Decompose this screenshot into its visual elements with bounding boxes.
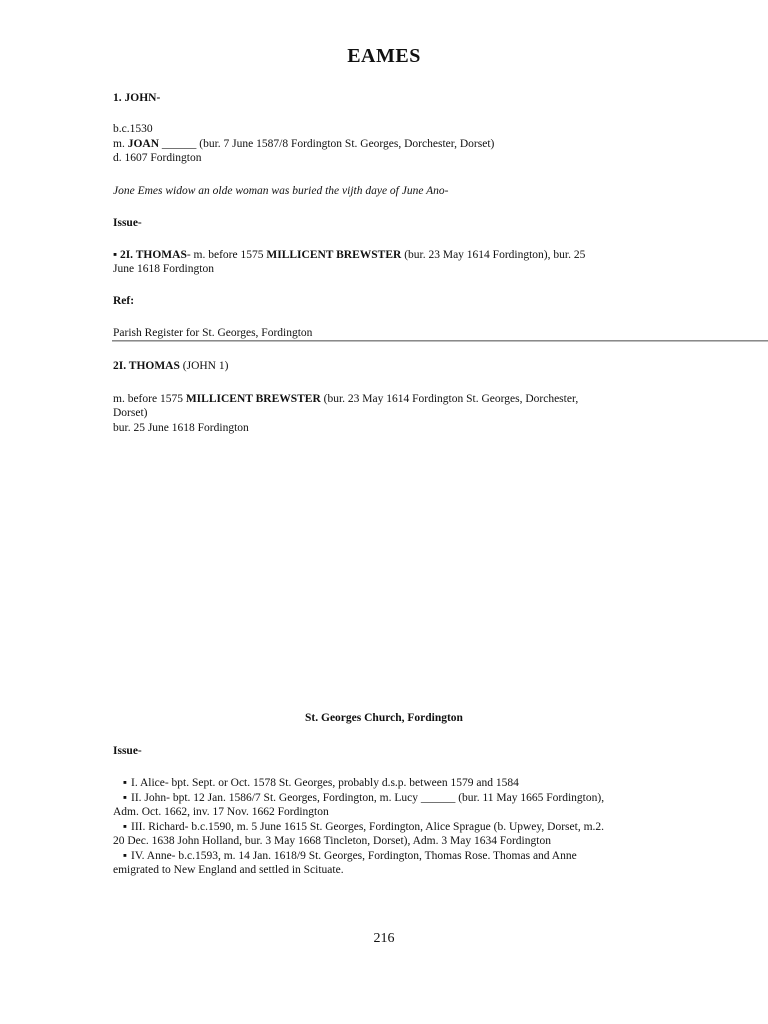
section1-heading: 1. JOHN-: [113, 92, 161, 104]
married-prefix: m. before 1575: [113, 393, 186, 405]
church-image-placeholder: [113, 445, 653, 700]
spouse-name: MILLICENT BREWSTER: [266, 249, 402, 261]
image-caption: St. Georges Church, Fordington: [305, 712, 463, 724]
page-number: 216: [373, 931, 395, 946]
page-title: EAMES: [347, 45, 421, 67]
bullet-icon: ▪: [122, 792, 127, 804]
issue-item: [113, 248, 585, 263]
child-name-link[interactable]: 2I. THOMAS: [119, 249, 187, 261]
section-divider: [112, 340, 768, 342]
issue-item-continued: Adm. Oct. 1662, inv. 17 Nov. 1662 Fordington: [113, 806, 329, 818]
issue-text: (bur. 23 May 1614 Fordington), bur. 25: [401, 249, 586, 261]
burial-quote: Jone Emes widow an olde woman was buried the vijth daye of June Ano-: [113, 185, 449, 197]
issue-label: Issue-: [113, 745, 142, 757]
issue-item: [113, 820, 604, 835]
marriage-line: [113, 137, 494, 152]
issue-item: [113, 776, 519, 791]
married-prefix: m.: [113, 138, 128, 150]
heading-parent: (JOHN 1): [179, 360, 229, 372]
issue-text: I. Alice- bpt. Sept. or Oct. 1578 St. Georges, probably d.s.p. between 1579 and 1584: [131, 777, 519, 789]
spouse-name: MILLICENT BREWSTER: [185, 393, 321, 405]
marriage-line: [113, 392, 578, 407]
spouse-details: (bur. 23 May 1614 Fordington St. Georges, Dorchester,: [320, 393, 579, 405]
bullet-icon: ▪: [122, 821, 127, 833]
spouse-details: (bur. 7 June 1587/8 Fordington St. Georges, Dorchester, Dorset): [199, 138, 495, 150]
issue-label: Issue-: [113, 217, 142, 229]
issue-item-continued: 20 Dec. 1638 John Holland, bur. 3 May 1668 Tincleton, Dorset), Adm. 3 May 1634 Fordington: [113, 835, 551, 847]
spouse-details-continued: Dorset): [113, 407, 148, 419]
issue-item-continued: June 1618 Fordington: [113, 263, 214, 275]
section2-heading: [113, 359, 228, 374]
ref-text: Parish Register for St. Georges, Fordington: [113, 327, 313, 339]
spouse-name: JOAN: [127, 138, 160, 150]
death-line: d. 1607 Fordington: [113, 152, 202, 164]
ref-label: Ref:: [113, 295, 135, 307]
issue-item-continued: emigrated to New England and settled in Scituate.: [113, 864, 344, 876]
spouse-blank: ______: [159, 138, 200, 150]
issue-item: [113, 849, 577, 864]
issue-item: [113, 791, 604, 806]
bullet-icon: ▪: [122, 850, 127, 862]
issue-text: III. Richard- b.c.1590, m. 5 June 1615 St. Georges, Fordington, Alice Sprague (b. Upwey, Dorset, m.2.: [131, 821, 605, 833]
issue-text: IV. Anne- b.c.1593, m. 14 Jan. 1618/9 St. Georges, Fordington, Thomas Rose. Thomas and Anne: [131, 850, 577, 862]
bullet-icon: ▪: [122, 777, 127, 789]
bullet-icon: ▪: [113, 249, 118, 261]
issue-text: II. John- bpt. 12 Jan. 1586/7 St. Georges, Fordington, m. Lucy ______ (bur. 11 May 1665 Fordington),: [131, 792, 605, 804]
burial-line: bur. 25 June 1618 Fordington: [113, 422, 249, 434]
birth-line: b.c.1530: [113, 123, 153, 135]
heading-name: 2I. THOMAS: [113, 360, 180, 372]
issue-text: - m. before 1575: [186, 249, 267, 261]
